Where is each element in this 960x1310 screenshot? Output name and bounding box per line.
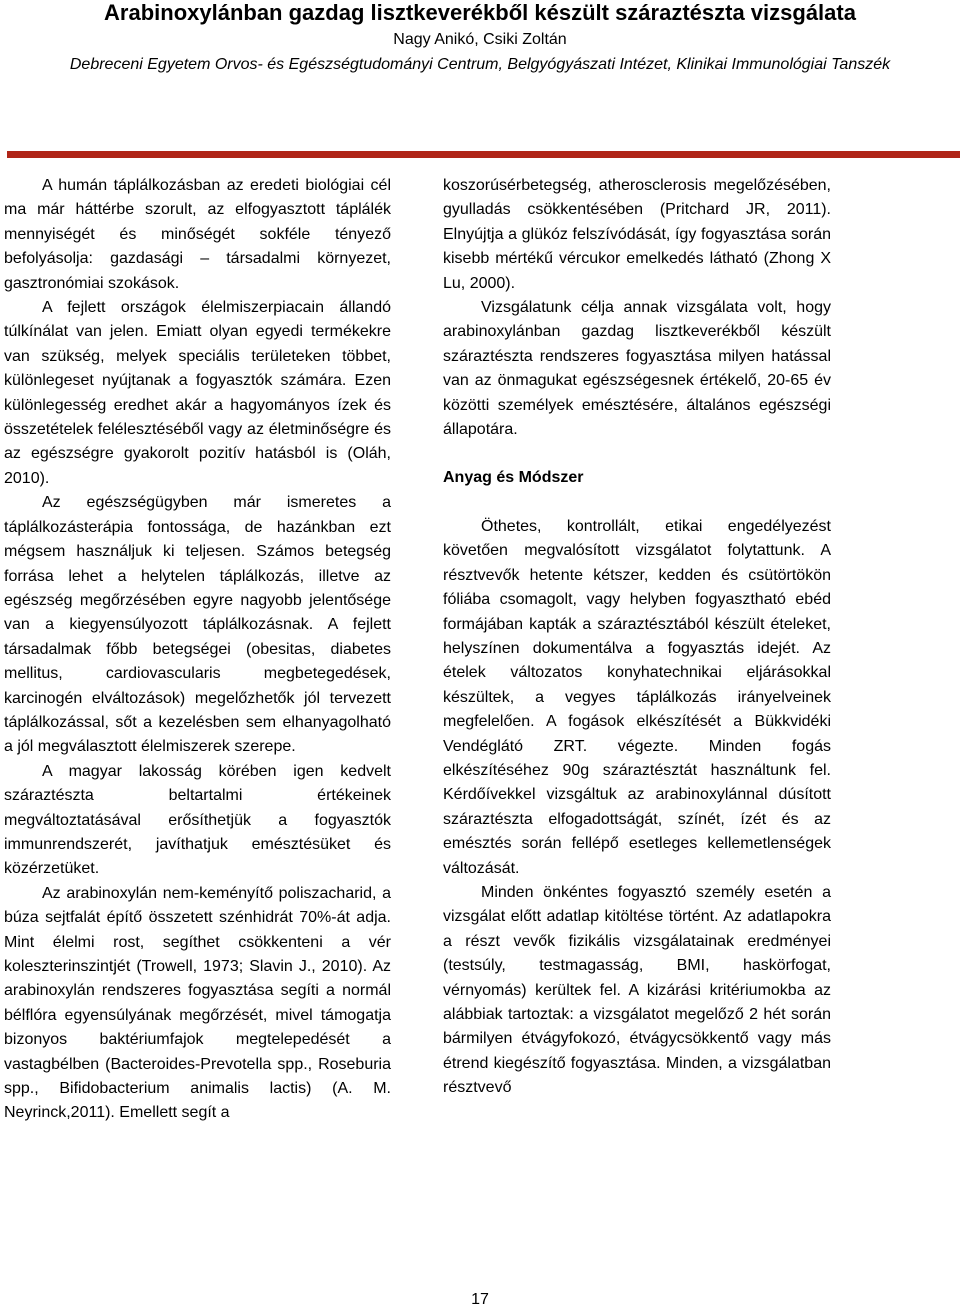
article-authors: Nagy Anikó, Csiki Zoltán [393, 31, 567, 48]
intro-paragraph-2: A fejlett országok élelmiszerpiacain állandó túlkínálat van jelen. Emiatt olyan egyedi termékekre van szükség, melyek speciális területeken többet, különlegeset nyújtanak a fogyasztók számára. Ezen különlegesség eredhet akár a hagyományos ízek és összetételek felélesztéséből vagy az életminőségre és az egészségre gyakorolt pozitív hatásból is (Oláh, 2010). [4, 299, 391, 487]
intro-paragraph-5: Az arabinoxylán nem-keményítő poliszacharid, a búza sejtfalát építő összetett szénhidrát 70%-át adja. Mint élelmi rost, segíthet csökkenteni a vér koleszterinszintjét (Trowell, 1973; Slavin J., 2010). Az arabinoxylán rendszeres fogyasztása segíti a normál bélflóra egyensúlyának megőrzését, mivel támogatja bizonyos baktériumfajok megtelepedését a vastagbélben (Bacteroides-Prevotella spp., Roseburia spp., Bifidobacterium animalis lactis) (A. M. Neyrinck,2011). Emellett segít a [4, 884, 391, 1122]
left-column [4, 174, 391, 1126]
aim-paragraph: Vizsgálatunk célja annak vizsgálata volt, hogy arabinoxylánban gazdag lisztkeverékből készült száraztészta rendszeres fogyasztása milyen hatással van az önmagukat egészségesnek értékelő, 20-65 év közötti személyek emésztésére, általános egészségi állapotára. [443, 299, 831, 439]
article-affiliation: Debreceni Egyetem Orvos- és Egészségtudományi Centrum, Belgyógyászati Intézet, Klinikai Immunológiai Tanszék [69, 56, 891, 73]
intro-paragraph-1: A humán táplálkozásban az eredeti biológiai cél ma már háttérbe szorult, az elfogyasztott táplálék mennyiségét és minőségét sokféle tényező befolyásolja: gazdasági – társadalmi környezet, gasztronómiai szokások. [4, 177, 391, 292]
article-title: Arabinoxylánban gazdag lisztkeverékből készült száraztészta vizsgálata [104, 0, 856, 25]
methods-paragraph-1: Öthetes, kontrollált, etikai engedélyezést követően megvalósított vizsgálatot folytattunk. A résztvevők hetente kétszer, kedden és csütörtökön fóliába csomagolt, vagy helyben fogyasztható ebéd formájában kapták a száraztésztából készült ételeket, helyszínen dokumentálva a fogyasztás idejét. Az ételek változatos konyhatechnikai eljárásokkal készültek, a vegyes táplálkozás irányelveinek megfelelően. A fogások elkészítését a Bükkvidéki Vendéglátó ZRT. végezte. Minden fogás elkészítéséhez 90g száraztésztát használtunk fel. Kérdőívekkel vizsgáltuk az arabinoxylánnal dúsított száraztészta elfogadottságát, színét, ízét és az emésztés során fellépő esetleges kellemetlenségek változását. [443, 517, 831, 877]
methods-heading: Anyag és Módszer [443, 469, 584, 487]
intro-continuation-paragraph: koszorúsérbetegség, atherosclerosis megelőzésében, gyulladás csökkentésében (Pritchard JR, 2011). Elnyújtja a glükóz felszívódását, így fogyasztása során kisebb mértékű vércukor emelkedés látható (Zhong X Lu, 2000). [443, 177, 831, 292]
right-column [443, 174, 831, 1101]
intro-paragraph-3: Az egészségügyben már ismeretes a táplálkozásterápia fontossága, de hazánkban ezt mégsem használjuk ki teljesen. Számos betegség forrása lehet a helytelen táplálkozás, illetve az egészség megőrzésében egyre nagyobb jelentősége van a kiegyensúlyozott táplálkozásnak. A fejlett társadalmak főbb betegségei (obesitas, diabetes mellitus, cardiovascularis megbetegedések, karcinogén elváltozások) megelőzhetők jól tervezett táplálkozással, sőt a kezelésben sem elhanyagolható a jól megválasztott élelmiszerek szerepe. [4, 494, 391, 756]
methods-paragraph-2: Minden önkéntes fogyasztó személy esetén a vizsgálat előtt adatlap kitöltése történt. Az adatlapokra a részt vevők fizikális vizsgálatainak eredményei (testsúly, testmagasság, BMI, haskörfogat, vérnyomás) kerültek fel. A kizárási kritériumokba az alábbiak tartoztak: a vizsgálatot megelőző 2 hét során bármilyen étvágyfokozó, étvágycsökkentő vagy más étrend kiegészítő fogyasztása. Minden, a vizsgálatban résztvevő [443, 883, 831, 1097]
page-number: 17 [471, 1291, 489, 1308]
header-divider [7, 151, 960, 158]
intro-paragraph-4: A magyar lakosság körében igen kedvelt száraztészta beltartalmi értékeinek megváltoztatásával erősíthetjük a fogyasztók immunrendszerét, javíthatjuk emésztésüket és közérzetüket. [4, 762, 391, 878]
